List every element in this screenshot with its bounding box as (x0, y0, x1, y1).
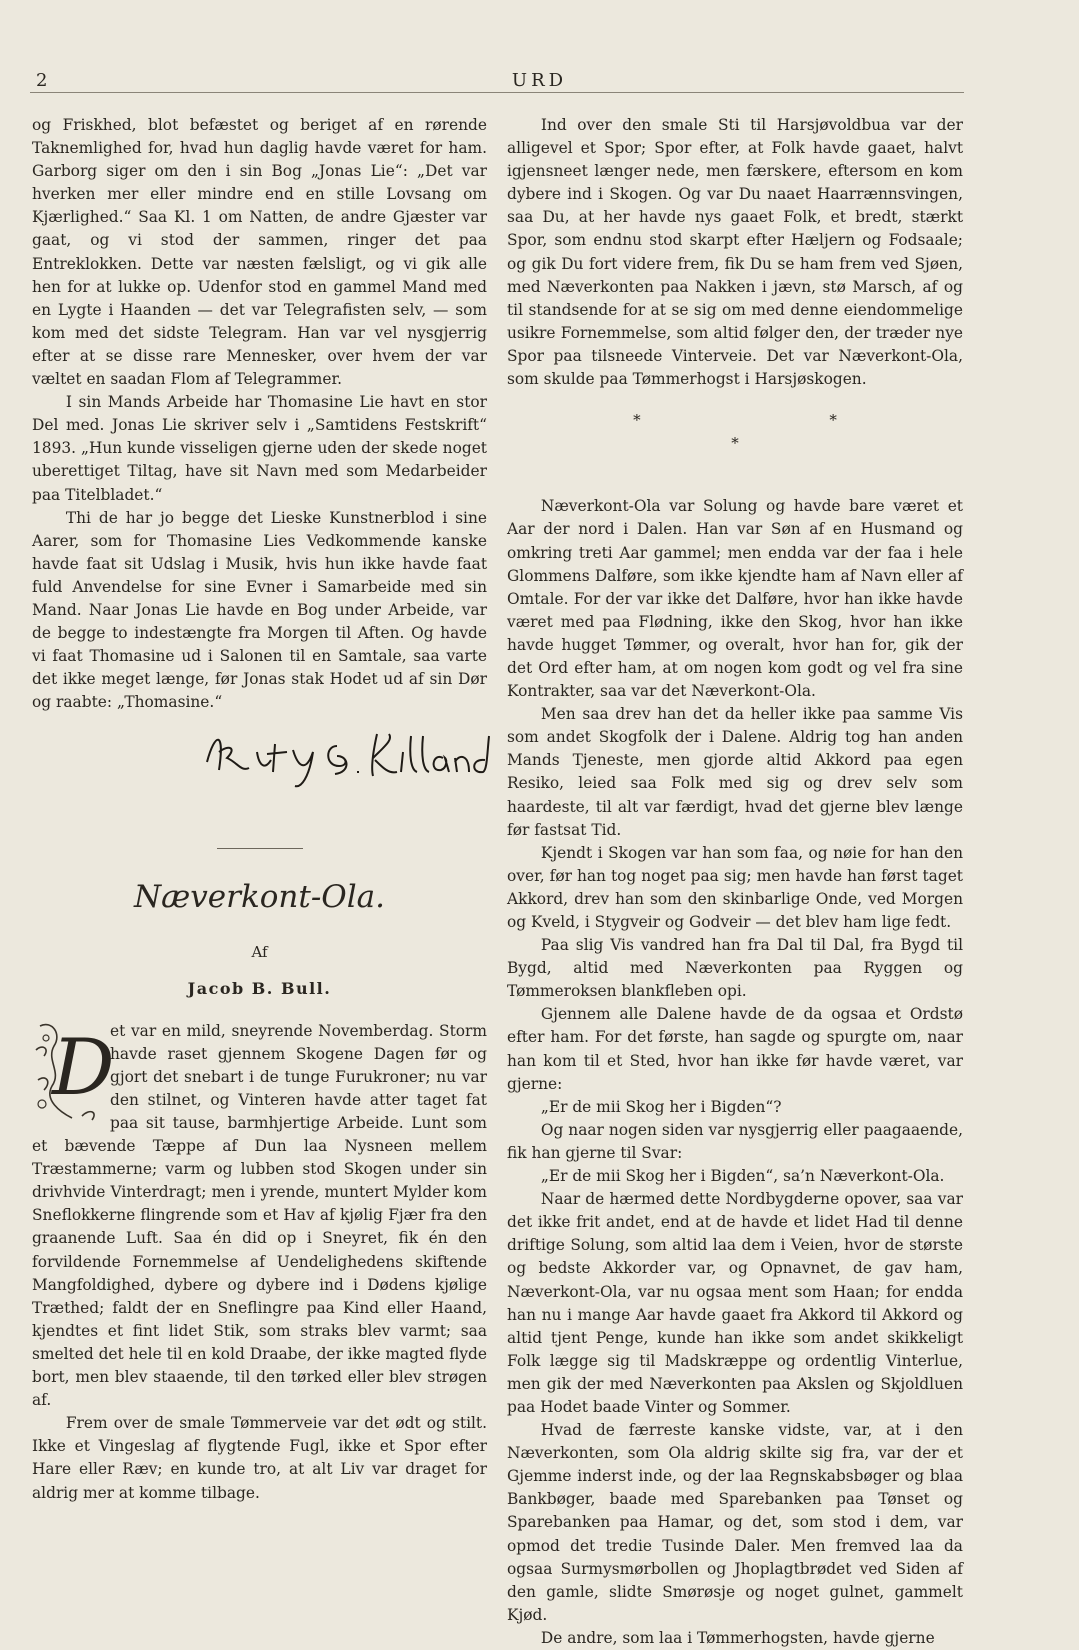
page-header-title: URD (511, 70, 568, 91)
paragraph: og Friskhed, blot befæstet og beriget af en rørende Taknemlighed for, hvad hun daglig havde været for ham. Garborg siger om den i sin Bog „Jonas Lie“: „Det var hverken mer eller mindre end en stille Lovsang om Kjærlighed.“ Saa Kl. 1 om Natten, de andre Gjæster var gaat, og vi stod der sammen, ringer det paa Entreklokken. Dette var næsten fælsligt, og vi gik alle hen for at lukke op. Udenfor stod en gammel Mand med en Lygte i Haanden — det var Telegrafisten selv, — som kom med det sidste Telegram. Han var vel nysgjerrig efter at se disse rare Mennesker, over hvem der var væltet en saadan Flom af Telegrammer. (32, 116, 487, 389)
paragraph: Og naar nogen siden var nysgjerrig eller paagaaende, fik han gjerne til Svar: (507, 1120, 963, 1162)
paragraph: I sin Mands Arbeide har Thomasine Lie havt en stor Del med. Jonas Lie skriver selv i „Samtidens Festskrift“ 1893. „Hun kunde visseligen gjerne uden der skede noget uberettiget Tiltag, have sit Navn med som Medarbeider paa Titelbladet.“ (32, 393, 487, 504)
paragraph: De andre, som laa i Tømmerhogsten, havde gjerne (540, 1628, 935, 1647)
paragraph: Naar de hærmed dette Nordbygderne opover, saa var det ikke frit andet, end at de havde et lidet Had til denne driftige Solung, som altid laa dem i Veien, hvor de største og bedste Akkorder var, og Opnavnet, de gav ham, Næverkont-Ola, var nu ogsaa ment som Haan; for endda han nu i mange Aar havde gaaet fra Akkord til Akkord og altid tjent Penge, kunde han ikke som andet skikkeligt Folk lægge sig til Madskræppe og ordentlig Vinterlue, men gik der med Næverkonten paa Akslen og Skjoldluen paa Hodet baade Vinter og Sommer. (507, 1190, 963, 1416)
paragraph: Kjendt i Skogen var han som faa, og nøie for han den over, før han tog noget paa sig; men havde han først taget Akkord, drev han som den skinbarlige Onde, ved Morgen og Kveld, i Stygveir og Godveir — det blev ham lige fedt. (507, 843, 963, 931)
paragraph: Næverkont-Ola var Solung og havde bare været et Aar der nord i Dalen. Han var Søn af en Husmand og omkring treti Aar gammel; men endda var der faa i hele Glommens Dalføre, som ikke kjendte ham af Navn eller af Omtale. For der var ikke det Dalføre, hvor han ikke havde været med paa Flødning, ikke den Skog, hvor han ikke havde hugget Tømmer, og overalt, hvor han for, gik der det Ord efter ham, at om nogen kom godt og vel fra sine Kontrakter, saa var det Næverkont-Ola. (507, 497, 963, 701)
paragraph: Gjennem alle Dalene havde de da ogsaa et Ordstø efter ham. For det første, han sagde og spurgte om, naar han kom til et Sted, hvor han ikke før havde været, var gjerne: (507, 1005, 963, 1093)
drop-cap-letter: D (52, 1022, 115, 1113)
byline: Af (251, 943, 268, 962)
paragraph: Ind over den smale Sti til Harsjøvoldbua var der alligevel et Spor; Spor efter, at Folk havde gaaet, halvt igjensneet længer nede, men færskere, eftersom en kom dybere ind i Skogen. Og var Du naaet Haarrænnsvingen, saa Du, at her havde nys gaaet Folk, et bredt, stærkt Spor, som endnu stod skarpt efter Hæljern og Fodsaale; og gik Du fort videre frem, fik Du se ham frem ved Sjøen, med Næverkonten paa Nakken i jævn, stø Marsch, af og til standsende for at se sig om med denne eiendommelige usikre Fornemmelse, som altid følger den, der træder nye Spor paa tilsneede Vinterveie. Det var Næverkont-Ola, som skulde paa Tømmerhogst i Harsjøskogen. (507, 116, 963, 389)
paragraph: Men saa drev han det da heller ikke paa samme Vis som andet Skogfolk der i Dalene. Aldrig tog han anden Mands Tjeneste, men gjorde altid Akkord paa egen Resiko, leied saa Folk med sig og drev selv som haardeste, til alt var færdigt, hvad det gjerne blev længe før fastsat Tid. (507, 705, 963, 839)
story-opening-paragraph (32, 1020, 487, 1413)
section-rule (217, 848, 303, 849)
quote: „Er de mii Skog her i Bigden“? (540, 1097, 782, 1116)
drop-cap (32, 1020, 115, 1124)
paragraph-text: et var en mild, sneyrende Novemberdag. Storm havde raset gjennem Skogene Dagen før og gjort det snebart i de tunge Furukroner; nu var den stilnet, og Vinteren havde atter taget fat paa sit tause, barmhjertige Arbeide. Lunt som et bævende Tæppe af Dun laa Nysneen mellem Træstammerne; varm og lubben stod Skogen under sin drivhvide Vinterdragt; men i yrende, muntert Mylder kom Sneflokkerne flingrende som et Hav af kjølig Fjær fra den graanende Luft. Saa én did op i Sneyret, fik én den forvildende Fornemmelse af Uendelighedens skiftende Mangfoldighed, dybere og dybere ind i Dødens kjølige Træthed; faldt der en Sneflingre paa Kind eller Haand, kjendtes et fint lidet Stik, som straks blev varmt; saa smelted det hele til en kold Draabe, der ikke magted flyde bort, men blev staaende, til den tørked eller blev strøgen af. (32, 1021, 487, 1410)
section-separator: * * * (633, 411, 929, 453)
story-title: Næverkont-Ola. (134, 879, 385, 916)
paragraph: Hvad de færreste kanske vidste, var, at i den Næverkonten, som Ola aldrig skilte sig fra, var der et Gjemme inderst inde, og der laa Regnskabsbøger og blaa Bankbøger, baade med Sparebanken paa Tønset og Sparebanken paa Hamar, og det, som stod i dem, var opmod det tredie Tusinde Daler. Men fremved laa da ogsaa Surmysmørbollen og Jhoplagtbrødet ved Siden af den gamle, slidte Smørøsje og noget gulnet, gammelt Kjød. (507, 1421, 963, 1624)
signature (32, 714, 487, 824)
header-rule (30, 92, 964, 93)
page-number: 2 (36, 70, 48, 91)
paragraph: Paa slig Vis vandred han fra Dal til Dal, fra Bygd til Bygd, altid med Næverkonten paa Ryggen og Tømmeroksen blankfleben opi. (507, 936, 963, 1001)
signature-image (197, 722, 497, 792)
right-column (507, 114, 963, 1650)
left-column (32, 114, 487, 1505)
paragraph: Thi de har jo begge det Lieske Kunstnerblod i sine Aarer, som for Thomasine Lies Vedkommende kanske havde faat sit Udslag i Musik, hvis hun ikke havde faat fuld Anvendelse for sine Evner i Samarbeide med sin Mand. Naar Jonas Lie havde en Bog under Arbeide, var de begge to indestængte fra Morgen til Aften. Og havde vi faat Thomasine ud i Salonen til en Samtale, saa varte det ikke meget længe, før Jonas stak Hodet ud af sin Dør og raabte: „Thomasine.“ (32, 508, 487, 712)
author-name: Jacob B. Bull. (187, 978, 332, 998)
quote: „Er de mii Skog her i Bigden“, sa’n Næverkont-Ola. (540, 1167, 945, 1186)
paragraph: Frem over de smale Tømmerveie var det ødt og stilt. Ikke et Vingeslag af flygtende Fugl, ikke et Spor efter Hare eller Ræv; en kunde tro, at alt Liv var draget for aldrig mer at komme tilbage. (32, 1414, 487, 1502)
